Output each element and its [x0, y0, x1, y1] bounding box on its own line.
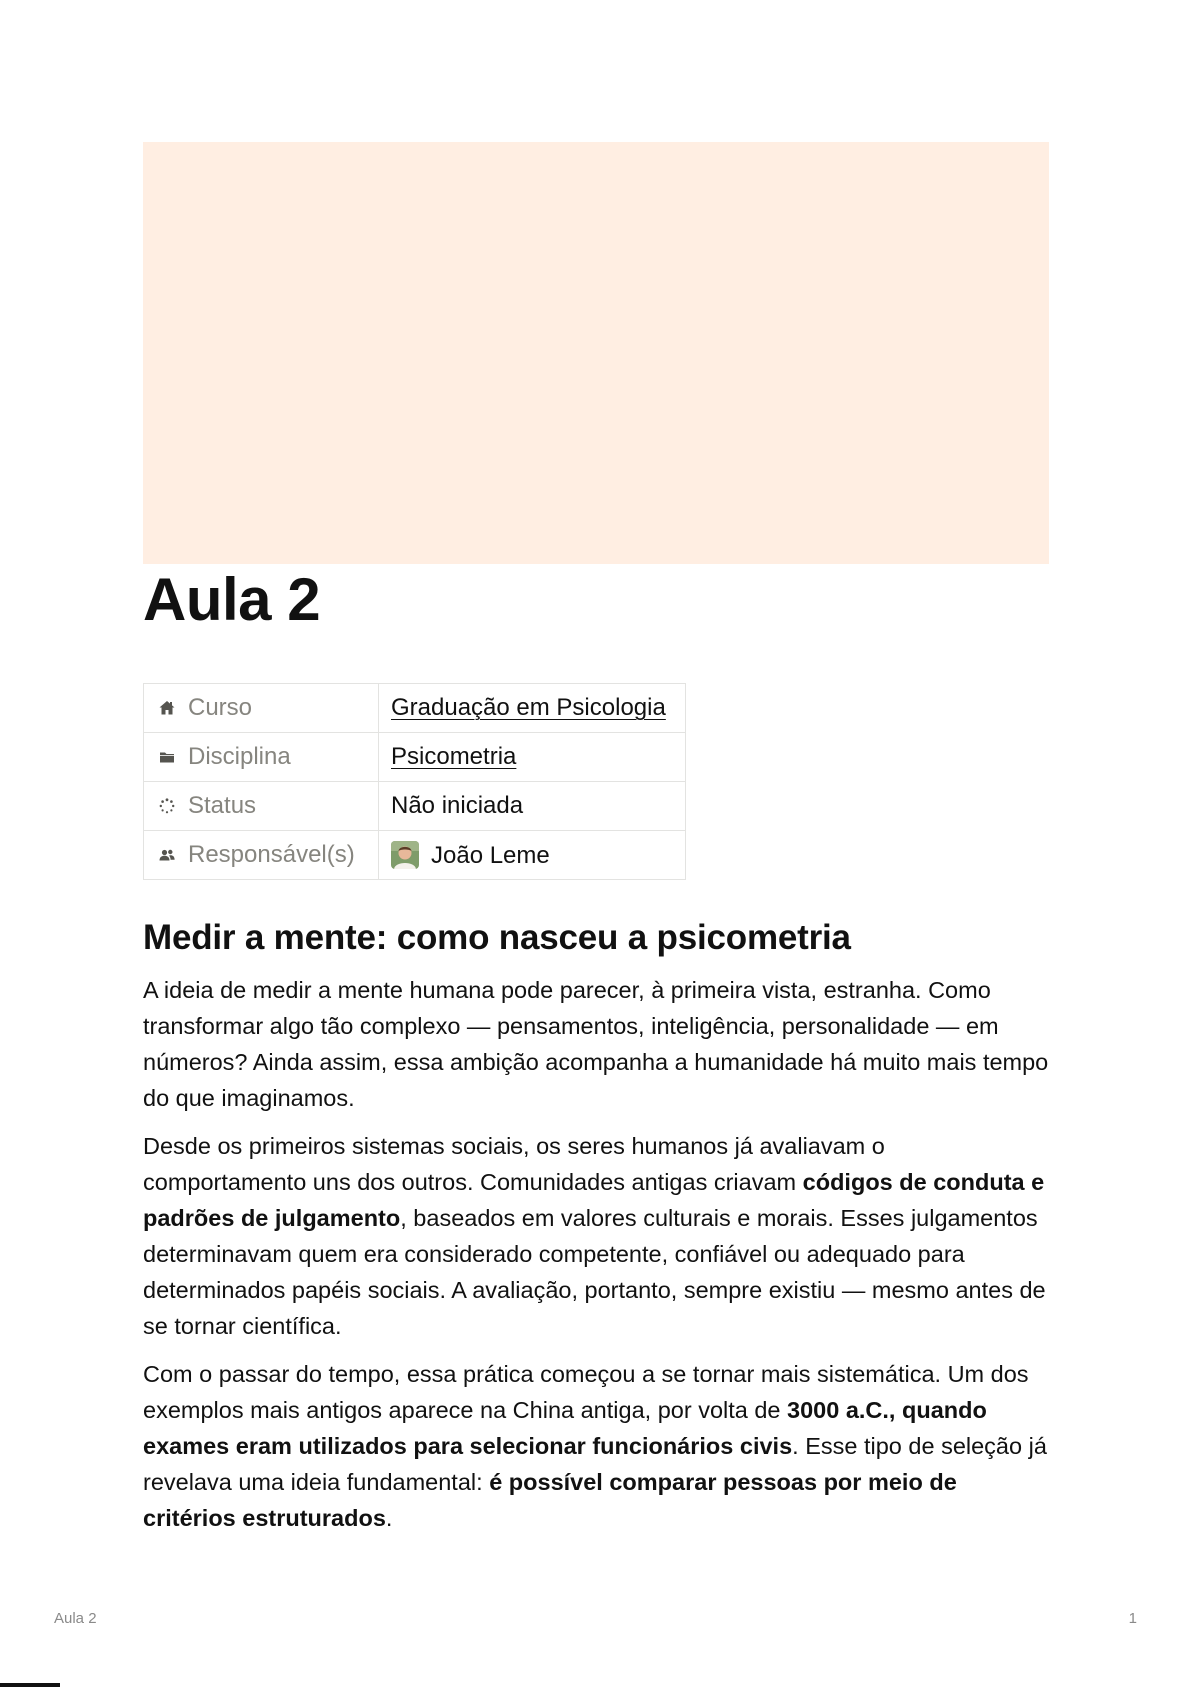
section-heading: Medir a mente: como nasceu a psicometria [143, 918, 851, 957]
page-cover [143, 142, 1049, 564]
property-value [379, 831, 686, 880]
property-key [144, 831, 379, 880]
property-row-status [144, 782, 686, 831]
bold-text: 3000 a.C., quando exames eram utilizados para selecionar funcionários civis [143, 1397, 987, 1459]
property-key [144, 733, 379, 782]
bold-text: códigos de conduta e padrões de julgamento [143, 1169, 1045, 1231]
paragraph-text: , baseados em valores culturais e morais. Esses julgamentos determinavam quem era considerado competente, confiável ou adequado para determinados papéis sociais. A avaliação, portanto, sempre existiu — mesmo antes de se tornar científica. [143, 1205, 1046, 1339]
next-page-edge [0, 1683, 60, 1687]
folder-icon [158, 748, 176, 766]
paragraph-text: Desde os primeiros sistemas sociais, os seres humanos já avaliavam o comportamento uns dos outros. Comunidades antigas criavam [143, 1133, 885, 1195]
property-row-disciplina [144, 733, 686, 782]
property-row-curso [144, 684, 686, 733]
home-icon [158, 699, 176, 717]
property-label: Responsável(s) [188, 841, 355, 868]
property-row-responsavel [144, 831, 686, 880]
paragraph-text: . [385, 1505, 393, 1531]
property-value [379, 782, 686, 831]
property-label: Status [188, 792, 257, 819]
properties-table [143, 683, 686, 880]
person-name[interactable]: João Leme [431, 841, 550, 869]
paragraph-3 [143, 1356, 1049, 1536]
people-icon [158, 846, 176, 864]
property-key [144, 684, 379, 733]
property-value [379, 733, 686, 782]
property-label: Disciplina [188, 743, 291, 770]
property-value [379, 684, 686, 733]
disciplina-link[interactable]: Psicometria [391, 743, 517, 770]
paragraph-2 [143, 1128, 1049, 1344]
page-title: Aula 2 [143, 566, 321, 633]
loading-icon [158, 797, 176, 815]
footer-title: Aula 2 [54, 1610, 97, 1627]
paragraph-1: A ideia de medir a mente humana pode parecer, à primeira vista, estranha. Como transformar algo tão complexo — pensamentos, inteligência, personalidade — em números? Ainda assim, essa ambição acompanha a humanidade há muito mais tempo do que imaginamos. [143, 977, 1049, 1111]
curso-link[interactable]: Graduação em Psicologia [391, 694, 666, 721]
avatar[interactable] [391, 841, 419, 869]
paragraph-text: . Esse tipo de seleção já revelava uma ideia fundamental: [143, 1433, 1047, 1495]
bold-text: é possível comparar pessoas por meio de critérios estruturados [143, 1469, 957, 1531]
property-key [144, 782, 379, 831]
paragraph-text: Com o passar do tempo, essa prática começou a se tornar mais sistemática. Um dos exemplos mais antigos aparece na China antiga, por volta de [143, 1361, 1029, 1423]
page-number: 1 [1128, 1610, 1137, 1627]
page-content [143, 912, 1049, 1548]
property-label: Curso [188, 694, 253, 721]
status-value[interactable]: Não iniciada [391, 792, 524, 819]
